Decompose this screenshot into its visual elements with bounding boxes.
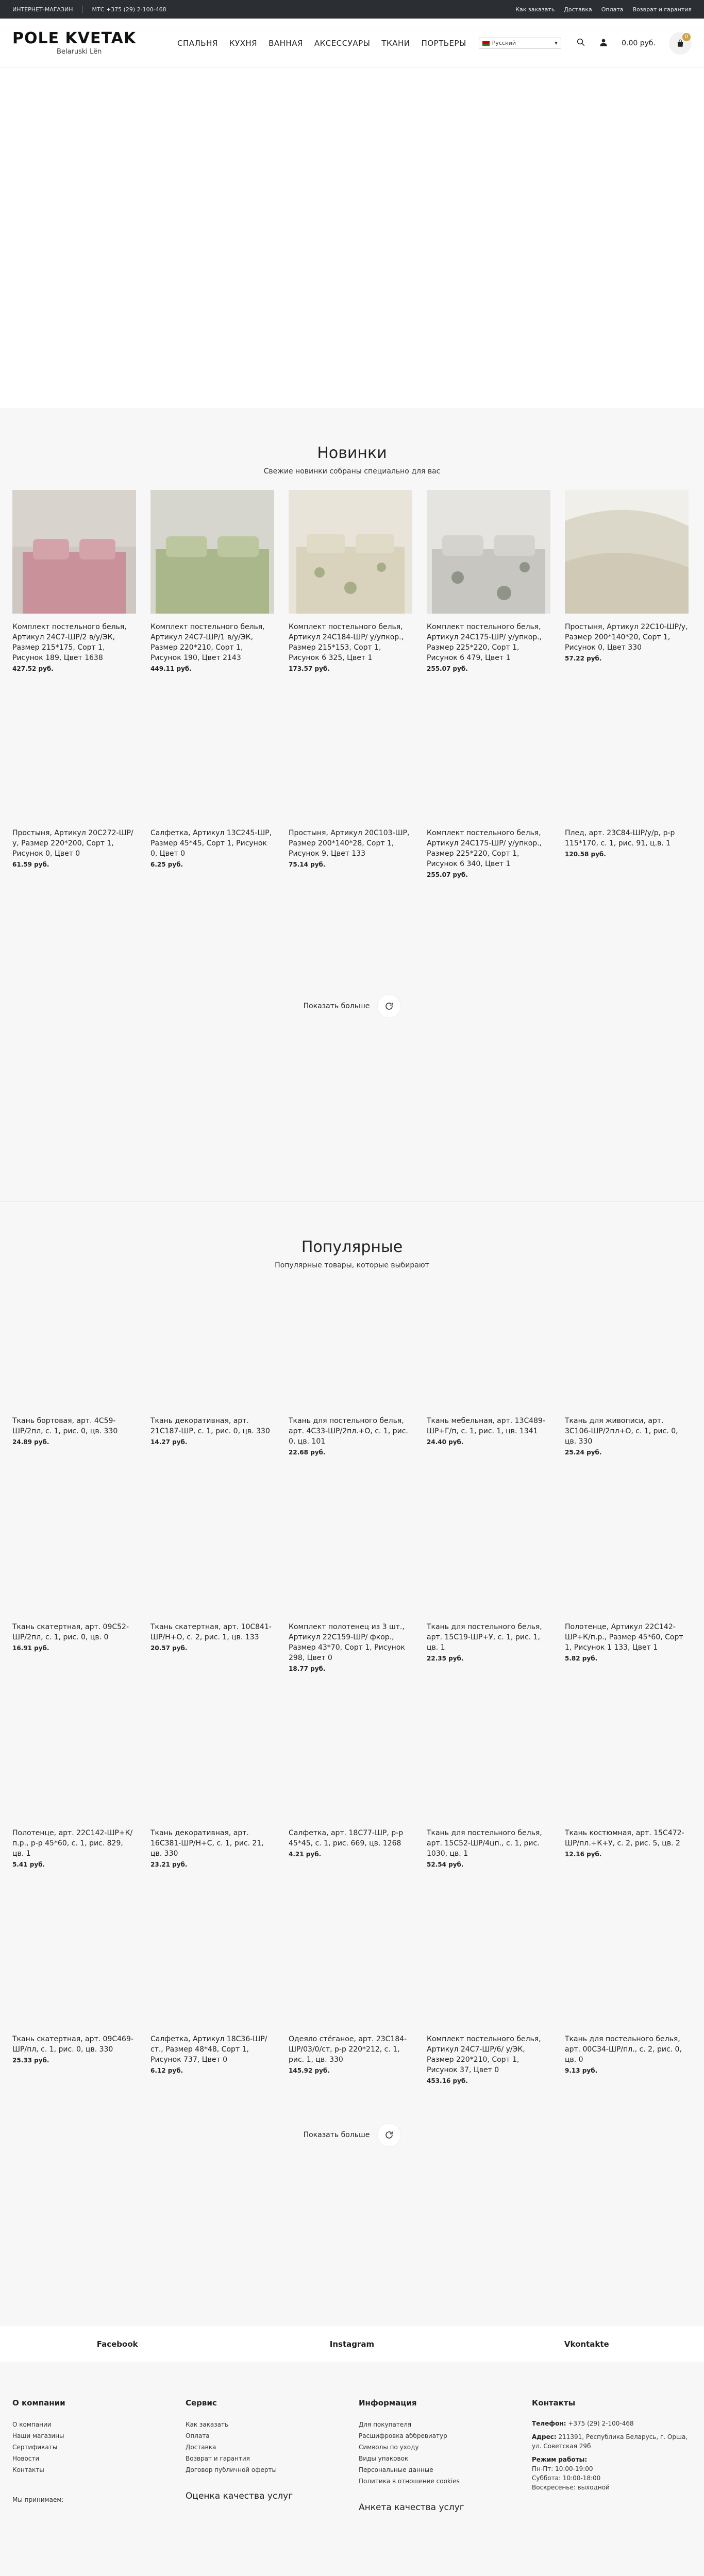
product-image[interactable]	[12, 1696, 136, 1820]
novelties-show-more[interactable]	[0, 995, 704, 1018]
footer-link[interactable]: Наши магазины	[12, 2432, 64, 2439]
footer-heading: Контакты	[532, 2398, 576, 2408]
product-title[interactable]: Полотенце, арт. 22С142-ШР+К/п.р., р-р 45*60, с. 1, рис. 829, цв. 1	[12, 1829, 133, 1858]
product-title[interactable]: Комплект постельного белья, Артикул 24С184-ШР/ у/упкор., Размер 215*153, Сорт 1, Рисунок 6 325, Цвет 1	[289, 623, 404, 662]
cart-count-badge: 0	[682, 33, 691, 41]
top-link-returns[interactable]: Возврат и гарантия	[632, 6, 692, 13]
footer-link[interactable]: О компании	[12, 2421, 52, 2428]
product-price: 255.07 руб.	[427, 871, 468, 878]
product-card[interactable]	[150, 1696, 274, 1902]
show-more-label[interactable]: Показать больше	[303, 1002, 370, 1010]
popular-grid	[0, 1284, 704, 2108]
footer-col-contacts	[532, 2398, 692, 2576]
footer-col-about	[12, 2398, 186, 2576]
product-title[interactable]: Салфетка, Артикул 13С245-ШР, Размер 45*45, Сорт 1, Рисунок 0, Цвет 0	[150, 829, 272, 858]
footer-link[interactable]: Контакты	[12, 2466, 44, 2473]
social-instagram[interactable]: Instagram	[329, 2340, 375, 2349]
popular-show-more[interactable]	[0, 2124, 704, 2146]
product-image[interactable]	[427, 1490, 550, 1614]
product-card[interactable]	[150, 696, 274, 902]
product-price: 255.07 руб.	[427, 665, 468, 672]
hero-banner	[0, 68, 704, 408]
product-card[interactable]	[12, 1902, 136, 2108]
product-title[interactable]: Комплект постельного белья, Артикул 24С7-ШР/2 в/у/ЭК, Размер 215*175, Сорт 1, Рисунок 189, Цвет 1638	[12, 623, 127, 662]
product-title[interactable]: Салфетка, Артикул 18С36-ШР/ст., Размер 48*48, Сорт 1, Рисунок 737, Цвет 0	[150, 2035, 267, 2064]
flag-icon	[482, 41, 490, 46]
product-price: 25.33 руб.	[12, 2057, 49, 2064]
product-image[interactable]	[150, 1490, 274, 1614]
site-logo[interactable]	[12, 30, 157, 56]
product-price: 173.57 руб.	[289, 665, 330, 672]
footer-col-info	[359, 2398, 532, 2576]
top-link-delivery[interactable]: Доставка	[564, 6, 592, 13]
product-card[interactable]	[12, 696, 136, 902]
payments-label: Мы принимаем:	[12, 2496, 64, 2503]
product-price: 16.91 руб.	[12, 1645, 49, 1652]
product-title[interactable]: Комплект постельного белья, Артикул 24С175-ШР/ у/упкор., Размер 225*220, Сорт 1, Рисунок 6 479, Цвет 1	[427, 623, 542, 662]
footer-link[interactable]: Как заказать	[186, 2421, 229, 2428]
product-price: 57.22 руб.	[565, 655, 602, 662]
product-price: 5.82 руб.	[565, 1655, 598, 1662]
contact-phone-link[interactable]: +375 (29) 2-100-468	[568, 2420, 634, 2427]
nav-fabrics[interactable]: ТКАНИ	[381, 38, 410, 48]
product-card[interactable]	[150, 1284, 274, 1490]
chevron-down-icon: ▾	[555, 40, 558, 46]
nav-bedroom[interactable]: СПАЛЬНЯ	[177, 38, 218, 48]
product-image[interactable]	[12, 490, 136, 614]
product-card[interactable]	[289, 1696, 412, 1902]
product-price: 120.58 руб.	[565, 851, 606, 858]
contact-phone-label: Телефон:	[532, 2420, 566, 2427]
user-icon[interactable]	[599, 38, 608, 49]
main-nav	[177, 39, 466, 48]
product-title[interactable]: Простыня, Артикул 20С103-ШР, Размер 200*140*28, Сорт 1, Рисунок 9, Цвет 133	[289, 829, 410, 858]
product-title[interactable]: Ткань для живописи, арт. 3С106-ШР/2пл+О, с. 1, рис. 0, цв. 330	[565, 1417, 678, 1446]
product-title[interactable]: Ткань костюмная, арт. 15С472-ШР/пл.+К+У, с. 2, рис. 5, цв. 2	[565, 1829, 684, 1848]
product-price: 75.14 руб.	[289, 861, 326, 868]
product-price: 20.57 руб.	[150, 1645, 188, 1652]
contact-address	[532, 2432, 692, 2451]
product-image[interactable]	[565, 696, 689, 820]
product-card[interactable]	[565, 1490, 689, 1696]
nav-bathroom[interactable]: ВАННАЯ	[269, 38, 303, 48]
cart-button[interactable]	[669, 32, 692, 55]
product-image[interactable]	[289, 696, 412, 820]
product-card[interactable]	[150, 1490, 274, 1696]
product-title[interactable]: Ткань для постельного белья, арт. 15С19-ШР+У, с. 1, рис. 1, цв. 1	[427, 1623, 542, 1652]
product-price: 52.54 руб.	[427, 1861, 464, 1868]
product-image[interactable]	[150, 490, 274, 614]
service-quality-link[interactable]: Оценка качества услуг	[186, 2491, 293, 2501]
contact-hours	[532, 2455, 692, 2492]
product-price: 453.16 руб.	[427, 2077, 468, 2084]
product-image[interactable]	[150, 1902, 274, 2026]
product-price: 6.12 руб.	[150, 2067, 183, 2074]
product-title[interactable]: Комплект постельного белья, Артикул 24С175-ШР/ у/упкор., Размер 225*220, Сорт 1, Рисунок 6 340, Цвет 1	[427, 829, 542, 868]
product-price: 14.27 руб.	[150, 1438, 188, 1446]
nav-kitchen[interactable]: КУХНЯ	[229, 38, 258, 48]
product-title[interactable]: Ткань скатертная, арт. 09С52-ШР/2пл, с. 1, рис. 0, цв. 0	[12, 1623, 129, 1641]
top-bar	[0, 0, 704, 19]
product-image[interactable]	[565, 1696, 689, 1820]
product-image[interactable]	[150, 696, 274, 820]
product-title[interactable]: Ткань для постельного белья, арт. 00С34-ШР/пл., с. 2, рис. 0, цв. 0	[565, 2035, 682, 2064]
footer-link[interactable]: Оплата	[186, 2432, 210, 2439]
product-card[interactable]	[289, 490, 412, 696]
product-card[interactable]	[427, 1902, 550, 2108]
product-image[interactable]	[565, 1490, 689, 1614]
product-card[interactable]	[565, 1696, 689, 1902]
product-image[interactable]	[289, 1284, 412, 1408]
product-image[interactable]	[12, 696, 136, 820]
product-price: 22.35 руб.	[427, 1655, 464, 1662]
language-select[interactable]	[479, 38, 561, 49]
product-card[interactable]	[565, 490, 689, 696]
product-title[interactable]: Ткань скатертная, арт. 10С841-ШР/Н+О, с. 2, рис. 1, цв. 133	[150, 1623, 272, 1641]
product-price: 12.16 руб.	[565, 1851, 602, 1858]
product-card[interactable]	[289, 696, 412, 902]
nav-curtains[interactable]: ПОРТЬЕРЫ	[421, 38, 466, 48]
product-image[interactable]	[150, 1284, 274, 1408]
product-price: 24.40 руб.	[427, 1438, 464, 1446]
popular-title: Популярные	[301, 1238, 403, 1256]
product-title[interactable]: Полотенце, Артикул 22С142-ШР+К/п.р., Размер 45*60, Сорт 1, Рисунок 1 133, Цвет 1	[565, 1623, 683, 1652]
hours-line: Воскресенье: выходной	[532, 2484, 610, 2491]
product-image[interactable]	[289, 1696, 412, 1820]
product-title[interactable]: Комплект постельного белья, Артикул 24С7-ШР/1 в/у/ЭК, Размер 220*210, Сорт 1, Рисунок 190, Цвет 2143	[150, 623, 265, 662]
product-price: 145.92 руб.	[289, 2067, 330, 2074]
product-image[interactable]	[427, 696, 550, 820]
site-footer	[0, 2362, 704, 2576]
novelties-grid	[0, 490, 704, 902]
product-card[interactable]	[565, 1902, 689, 2108]
product-card[interactable]	[427, 696, 550, 902]
contact-hours-label: Режим работы:	[532, 2456, 588, 2463]
footer-link[interactable]: Виды упаковок	[359, 2455, 409, 2462]
product-card[interactable]	[289, 1490, 412, 1696]
product-image[interactable]	[12, 1902, 136, 2026]
nav-accessories[interactable]: АКСЕССУАРЫ	[314, 38, 371, 48]
product-title[interactable]: Простыня, Артикул 22С10-ШР/у, Размер 200*140*20, Сорт 1, Рисунок 0, Цвет 330	[565, 623, 688, 652]
footer-link[interactable]: Новости	[12, 2455, 40, 2462]
footer-link[interactable]: Договор публичной оферты	[186, 2466, 277, 2473]
product-card[interactable]	[289, 1902, 412, 2108]
product-price: 6.25 руб.	[150, 861, 183, 868]
product-image[interactable]	[565, 490, 689, 614]
product-price: 4.21 руб.	[289, 1851, 322, 1858]
footer-link[interactable]: Сертификаты	[12, 2444, 58, 2451]
contact-address-value: 211391, Республика Беларусь, г. Орша, ул. Советская 29б	[532, 2433, 688, 2450]
product-card[interactable]	[427, 1284, 550, 1490]
product-card[interactable]	[12, 1284, 136, 1490]
footer-link[interactable]: Для покупателя	[359, 2421, 412, 2428]
show-more-label[interactable]: Показать больше	[303, 2131, 370, 2139]
footer-link[interactable]: Возврат и гарантия	[186, 2455, 250, 2462]
product-image[interactable]	[289, 1902, 412, 2026]
novelties-section	[0, 408, 704, 1201]
cart-total: 0.00 руб.	[622, 39, 656, 47]
product-price: 9.13 руб.	[565, 2067, 598, 2074]
footer-heading: Информация	[359, 2398, 417, 2408]
product-card[interactable]	[150, 490, 274, 696]
hours-line: Суббота: 10:00-18:00	[532, 2475, 601, 2482]
footer-link[interactable]: Символы по уходу	[359, 2444, 419, 2451]
product-title[interactable]: Плед, арт. 23С84-ШР/у/р, р-р 115*170, с. 1, рис. 91, ц.в. 1	[565, 829, 675, 848]
product-image[interactable]	[565, 1284, 689, 1408]
product-card[interactable]	[12, 1696, 136, 1902]
product-title[interactable]: Комплект постельного белья, Артикул 24С7-ШР/6/ у/ЭК, Размер 220*210, Сорт 1, Рисунок 37, Цвет 0	[427, 2035, 541, 2074]
hours-line: Пн-Пт: 10:00-19:00	[532, 2465, 593, 2472]
top-link-how-to-order[interactable]: Как заказать	[515, 6, 555, 13]
product-price: 427.52 руб.	[12, 665, 54, 672]
site-header	[0, 19, 704, 68]
product-price: 61.59 руб.	[12, 861, 49, 868]
social-facebook[interactable]: Facebook	[96, 2340, 138, 2349]
product-title[interactable]: Одеяло стёганое, арт. 23С184-ШР/03/0/ст, р-р 220*212, с. 1, рис. 1, цв. 330	[289, 2035, 407, 2064]
top-link-payment[interactable]: Оплата	[601, 6, 624, 13]
footer-link[interactable]: Политика в отношение cookies	[359, 2478, 460, 2485]
footer-link[interactable]: Доставка	[186, 2444, 216, 2451]
product-card[interactable]	[427, 1490, 550, 1696]
quality-survey-link[interactable]: Анкета качества услуг	[359, 2502, 464, 2513]
logo-brand: POLE KVETAK	[12, 29, 137, 47]
product-image[interactable]	[289, 1490, 412, 1614]
product-title[interactable]: Ткань бортовая, арт. 4С59-ШР/2пл, с. 1, рис. 0, цв. 330	[12, 1417, 118, 1435]
popular-section	[0, 1202, 704, 2326]
social-links	[0, 2326, 704, 2362]
product-title[interactable]: Ткань декоративная, арт. 21С187-ШР, с. 1, рис. 0, цв. 330	[150, 1417, 270, 1435]
popular-subtitle: Популярные товары, которые выбирают	[275, 1261, 429, 1269]
product-card[interactable]	[565, 696, 689, 902]
product-title[interactable]: Ткань для постельного белья, арт. 15С52-ШР/4цп., с. 1, рис. 1030, цв. 1	[427, 1829, 542, 1858]
footer-link[interactable]: Расшифровка аббревиатур	[359, 2432, 447, 2439]
product-card[interactable]	[565, 1284, 689, 1490]
product-card[interactable]	[427, 490, 550, 696]
product-title[interactable]: Ткань мебельная, арт. 13С489-ШР+Г/п, с. 1, рис. 1, цв. 1341	[427, 1417, 546, 1435]
product-price: 23.21 руб.	[150, 1861, 188, 1868]
product-image[interactable]	[12, 1490, 136, 1614]
product-price: 5.41 руб.	[12, 1861, 45, 1868]
product-card[interactable]	[12, 1490, 136, 1696]
product-card[interactable]	[150, 1902, 274, 2108]
footer-link[interactable]: Персональные данные	[359, 2466, 433, 2473]
product-title[interactable]: Комплект полотенец из 3 шт., Артикул 22С159-ШР/ фкор., Размер 43*70, Сорт 1, Рисунок 298, Цвет 0	[289, 1623, 405, 1662]
product-price: 25.24 руб.	[565, 1449, 602, 1456]
contact-phone	[532, 2419, 692, 2428]
novelties-title: Новинки	[317, 444, 387, 462]
product-image[interactable]	[12, 1284, 136, 1408]
search-icon[interactable]	[576, 38, 585, 49]
shop-label: ИНТЕРНЕТ-МАГАЗИН	[12, 6, 73, 13]
novelties-subtitle: Свежие новинки собраны специально для вас	[263, 467, 441, 476]
contact-address-label: Адрес:	[532, 2433, 557, 2441]
product-price: 449.11 руб.	[150, 665, 192, 672]
product-image[interactable]	[289, 490, 412, 614]
product-title[interactable]: Ткань скатертная, арт. 09С469-ШР/пл, с. 1, рис. 0, цв. 330	[12, 2035, 133, 2054]
product-card[interactable]	[12, 490, 136, 696]
product-image[interactable]	[150, 1696, 274, 1820]
language-value: Русский	[492, 40, 516, 46]
product-image[interactable]	[565, 1902, 689, 2026]
logo-subtitle: Belaruski Lën	[57, 48, 102, 56]
product-card[interactable]	[427, 1696, 550, 1902]
product-image[interactable]	[427, 1902, 550, 2026]
footer-heading: Сервис	[186, 2398, 217, 2408]
refresh-icon[interactable]	[378, 2124, 400, 2146]
product-price: 24.89 руб.	[12, 1438, 49, 1446]
refresh-icon[interactable]	[378, 995, 400, 1018]
top-bar-separator	[82, 6, 83, 13]
product-title[interactable]: Салфетка, арт. 18С77-ШР, р-р 45*45, с. 1, рис. 669, цв. 1268	[289, 1829, 404, 1848]
top-phone-link[interactable]: МТС +375 (29) 2-100-468	[92, 6, 166, 13]
footer-heading: О компании	[12, 2398, 65, 2408]
product-title[interactable]: Ткань декоративная, арт. 16С381-ШР/Н+С, с. 1, рис. 21, цв. 330	[150, 1829, 264, 1858]
product-price: 22.68 руб.	[289, 1449, 326, 1456]
product-title[interactable]: Простыня, Артикул 20С272-ШР/у, Размер 220*200, Сорт 1, Рисунок 0, Цвет 0	[12, 829, 133, 858]
product-title[interactable]: Ткань для постельного белья, арт. 4С33-ШР/2пл.+О, с. 1, рис. 0, цв. 101	[289, 1417, 408, 1446]
social-vkontakte[interactable]: Vkontakte	[564, 2340, 609, 2349]
product-image[interactable]	[427, 1696, 550, 1820]
footer-col-service	[186, 2398, 359, 2576]
product-image[interactable]	[427, 490, 550, 614]
product-image[interactable]	[427, 1284, 550, 1408]
product-price: 18.77 руб.	[289, 1665, 326, 1672]
product-card[interactable]	[289, 1284, 412, 1490]
